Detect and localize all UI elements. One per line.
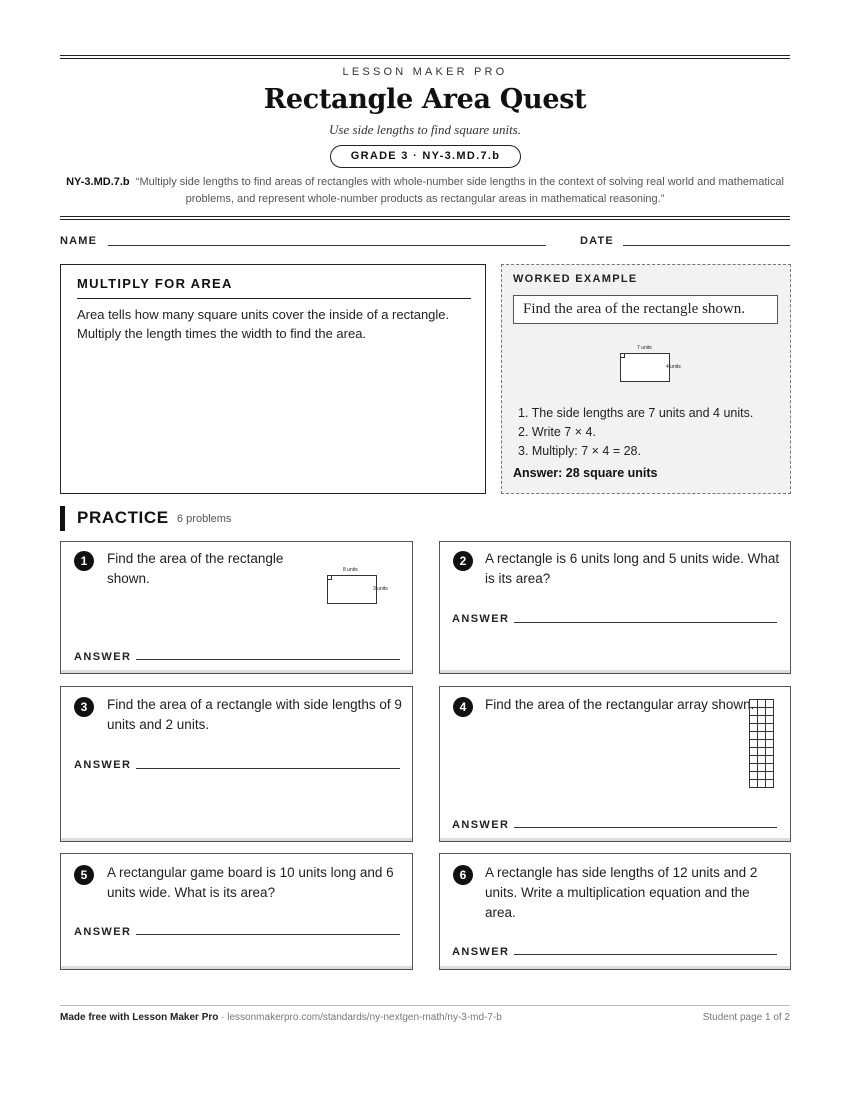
header-bottom-rule bbox=[60, 216, 790, 220]
answer-label: ANSWER bbox=[452, 946, 510, 958]
problem-number: 3 bbox=[74, 697, 94, 717]
standard-text: “Multiply side lengths to find areas of rectangles with whole-number side lengths in the context of solving real world and mathematical problems, and represent whole-number products as rectangular areas in mathematical reasoning.” bbox=[135, 176, 784, 205]
array-square bbox=[766, 748, 774, 756]
answer-field[interactable] bbox=[514, 622, 777, 623]
array-square bbox=[750, 732, 758, 740]
answer-field[interactable] bbox=[514, 954, 777, 955]
worked-example-title: WORKED EXAMPLE bbox=[513, 273, 638, 285]
problem-1-rectangle bbox=[327, 575, 377, 604]
problem-1-width-label: 3 units bbox=[373, 586, 388, 592]
intro-text: Area tells how many square units cover the inside of a rectangle. Multiply the length times the width to find the area. bbox=[77, 307, 450, 341]
footer-made-with: Made free with Lesson Maker Pro bbox=[60, 1012, 219, 1023]
intro-divider bbox=[77, 298, 471, 299]
problem-text: Find the area of a rectangle with side lengths of 9 units and 2 units. bbox=[107, 697, 402, 732]
right-angle-marker bbox=[620, 353, 625, 358]
worked-step: 2. Write 7 × 4. bbox=[518, 425, 596, 439]
date-label: DATE bbox=[580, 235, 614, 247]
worksheet-title: Rectangle Area Quest bbox=[263, 84, 587, 115]
answer-label: ANSWER bbox=[74, 926, 132, 938]
worksheet-subtitle: Use side lengths to find square units. bbox=[329, 122, 521, 137]
answer-label: ANSWER bbox=[452, 613, 510, 625]
answer-field[interactable] bbox=[136, 934, 400, 935]
array-square bbox=[758, 740, 766, 748]
array-square bbox=[758, 748, 766, 756]
footer-url[interactable]: · lessonmakerpro.com/standards/ny-nextgen-math/ny-3-md-7-b bbox=[218, 1012, 502, 1023]
problem-number: 2 bbox=[453, 551, 473, 571]
array-square bbox=[758, 732, 766, 740]
worked-step: 1. The side lengths are 7 units and 4 units. bbox=[518, 406, 754, 420]
practice-title: PRACTICE bbox=[77, 508, 169, 527]
standard-code: NY-3.MD.7.b bbox=[66, 176, 130, 188]
date-field[interactable] bbox=[623, 245, 790, 246]
array-square bbox=[766, 764, 774, 772]
rectangular-array bbox=[749, 699, 774, 788]
array-square bbox=[750, 764, 758, 772]
right-angle-marker bbox=[327, 575, 332, 580]
array-square bbox=[758, 716, 766, 724]
answer-label: ANSWER bbox=[74, 651, 132, 663]
array-square bbox=[766, 724, 774, 732]
practice-count: 6 problems bbox=[177, 513, 232, 525]
problem-number: 4 bbox=[453, 697, 473, 717]
answer-label: ANSWER bbox=[74, 759, 132, 771]
worked-example-rectangle bbox=[620, 353, 670, 382]
array-square bbox=[766, 732, 774, 740]
array-square bbox=[750, 756, 758, 764]
answer-label: ANSWER bbox=[452, 819, 510, 831]
array-square bbox=[766, 740, 774, 748]
problem-text: A rectangle has side lengths of 12 units and 2 units. Write a multiplication equation and the area. bbox=[485, 865, 758, 920]
worked-example-steps bbox=[518, 404, 753, 461]
problem-number: 1 bbox=[74, 551, 94, 571]
worked-width-label: 4 units bbox=[666, 364, 681, 370]
array-square bbox=[750, 740, 758, 748]
standard-description bbox=[60, 174, 790, 208]
array-square bbox=[766, 780, 774, 788]
problem-text: A rectangle is 6 units long and 5 units wide. What is its area? bbox=[485, 551, 780, 586]
grade-badge: GRADE 3 · NY-3.MD.7.b bbox=[330, 145, 521, 168]
intro-title: MULTIPLY FOR AREA bbox=[77, 276, 233, 291]
array-square bbox=[758, 708, 766, 716]
problem-1-length-label: 8 units bbox=[343, 567, 358, 573]
array-square bbox=[758, 772, 766, 780]
worked-example-prompt: Find the area of the rectangle shown. bbox=[513, 295, 778, 324]
array-square bbox=[758, 700, 766, 708]
worked-step: 3. Multiply: 7 × 4 = 28. bbox=[518, 444, 641, 458]
array-square bbox=[750, 780, 758, 788]
worked-length-label: 7 units bbox=[637, 345, 652, 351]
array-square bbox=[766, 708, 774, 716]
worked-example-answer: Answer: 28 square units bbox=[513, 466, 658, 480]
name-label: NAME bbox=[60, 235, 98, 247]
array-square bbox=[766, 772, 774, 780]
array-square bbox=[750, 724, 758, 732]
answer-field[interactable] bbox=[514, 827, 777, 828]
footer-credit bbox=[60, 1012, 502, 1023]
name-field[interactable] bbox=[108, 245, 546, 246]
array-square bbox=[750, 708, 758, 716]
problem-text: Find the area of the rectangle shown. bbox=[107, 551, 284, 586]
brand-name: LESSON MAKER PRO bbox=[342, 66, 508, 78]
array-square bbox=[750, 772, 758, 780]
answer-field[interactable] bbox=[136, 768, 400, 769]
array-square bbox=[766, 716, 774, 724]
array-square bbox=[750, 748, 758, 756]
page-indicator: Student page 1 of 2 bbox=[702, 1012, 790, 1023]
problem-number: 6 bbox=[453, 865, 473, 885]
array-square bbox=[758, 764, 766, 772]
problem-text: Find the area of the rectangular array shown. bbox=[485, 697, 755, 712]
problem-text: A rectangular game board is 10 units long and 6 units wide. What is its area? bbox=[107, 865, 394, 900]
footer-divider bbox=[60, 1005, 790, 1006]
answer-field[interactable] bbox=[136, 659, 400, 660]
array-square bbox=[766, 756, 774, 764]
problem-number: 5 bbox=[74, 865, 94, 885]
practice-accent-bar bbox=[60, 506, 65, 531]
array-square bbox=[758, 756, 766, 764]
header-top-rule bbox=[60, 55, 790, 59]
array-square bbox=[758, 780, 766, 788]
array-square bbox=[750, 700, 758, 708]
array-square bbox=[766, 700, 774, 708]
array-square bbox=[750, 716, 758, 724]
array-square bbox=[758, 724, 766, 732]
